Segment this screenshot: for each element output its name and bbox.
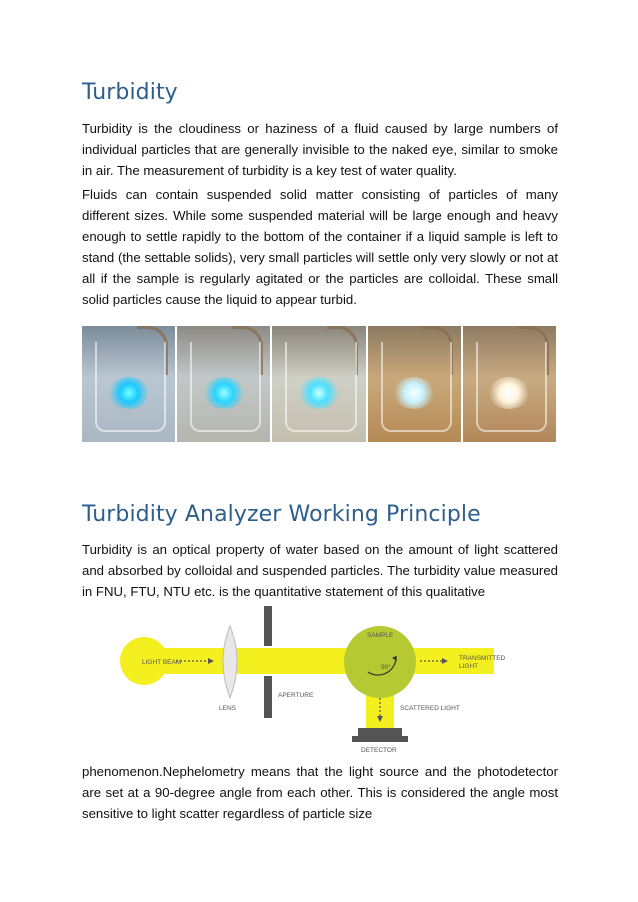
label-detector: DETECTOR [361,747,397,754]
label-transmitted-2: LIGHT [459,663,479,670]
label-sample: SAMPLE [367,632,394,639]
sample-panel-slight [177,326,270,442]
aperture-bottom-bar [264,676,272,718]
suspended-solids-paragraph: Fluids can contain suspended solid matter consisting of particles of many different sizes. While some suspended material will be large enough and heavy enough to settle rapidly to the bottom of the container if a liquid sample is left to stand (the settable solids), very small particles will settle only very slowly or not at all if the sample is regularly agitated or the particles are colloidal. These small solid particles cause the liquid to appear turbid. [82,187,558,307]
sample-panel-clear [82,326,175,442]
lens-icon [223,626,237,698]
sample-panel-turbid [368,326,461,442]
section-title-working-principle: Turbidity Analyzer Working Principle [82,502,481,527]
sample-panel-moderate [272,326,365,442]
optical-property-paragraph: Turbidity is an optical property of water based on the amount of light scattered and absorbed by colloidal and suspended particles. The turbidity value measured in FNU, FTU, NTU etc. is the quantitative statement of this qualitative [82,542,558,599]
label-aperture: APERTURE [278,692,314,699]
aperture-top-bar [264,606,272,646]
label-transmitted-1: TRANSMITTED [459,655,506,662]
nephelometer-diagram [118,606,514,756]
label-angle: 90° [381,664,391,671]
section-title-turbidity: Turbidity [82,80,178,105]
turbidity-samples-photo [82,326,556,442]
label-scattered-light: SCATTERED LIGHT [400,705,460,712]
label-lens: LENS [219,705,236,712]
detector-top [358,728,402,736]
nephelometry-paragraph: phenomenon.Nephelometry means that the light source and the photodetector are set at a 90-degree angle from each other. This is considered the angle most sensitive to light scatter regardless of particle size [82,764,558,821]
turbidity-definition-paragraph: Turbidity is the cloudiness or haziness of a fluid caused by large numbers of individual particles that are generally invisible to the naked eye, similar to smoke in air. The measurement of turbidity is a key test of water quality. [82,121,558,178]
label-light-beam: LIGHT BEAM [142,659,182,666]
sample-panel-very-turbid [463,326,556,442]
detector-base [352,736,408,742]
